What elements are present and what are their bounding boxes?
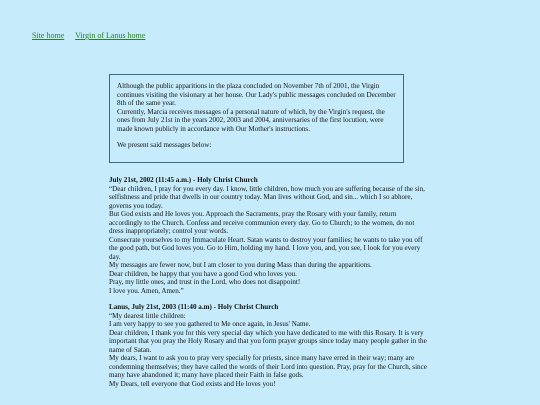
intro-paragraph: Although the public apparitions in the plaza concluded on November 7th of 2001, the Virgin continues visiting the visionary at her house. Our Lady's public messages concluded on December 8th of the same year.	[117, 82, 396, 107]
message-line: My Dears, tell everyone that God exists and He loves you!	[109, 379, 276, 388]
intro-box	[109, 74, 404, 163]
message-line: “My dearest little children:	[109, 311, 186, 320]
virgin-of-lanus-home-link[interactable]: Virgin of Lanus home	[75, 31, 146, 40]
top-nav	[32, 31, 154, 41]
messages-section	[109, 176, 429, 396]
message-line: My messages are fewer now, but I am closer to you during Mass than during the apparitions.	[109, 261, 372, 269]
intro-paragraph: Currently, Marcia receives messages of a personal nature of which, by the Virgin's request, the ones from July 21st in the years 2002, 2003 and 2004, anniversaries of the first locution, were made known publicly in accordance with Our Mother's instructions.	[117, 107, 385, 133]
message-line: My dears, I want to ask you to pray very specially for priests, since many have erred in their way; many are condemning themselves; they have called the words of their Lord into question. Pray, pray for the Church, since many have abandoned it; many have placed their Faith in false gods.	[109, 354, 427, 379]
message-line: Consecrate yourselves to my Immaculate Heart. Satan wants to destroy your families; he wants to take you off the good path, but God loves you. Go to Him, holding my hand. I love you, and, you see, I look for you every day.	[109, 235, 423, 261]
message-line: Pray, my little ones, and trust in the Lord, who does not disappoint!	[109, 278, 301, 286]
message-2002	[109, 176, 429, 295]
message-2003	[109, 303, 429, 388]
message-line: I love you. Amen, Amen.”	[109, 286, 184, 295]
intro-paragraph: We present said messages below:	[117, 141, 212, 149]
message-line: I am very happy to see you gathered to Me once again, in Jesus' Name.	[109, 320, 311, 328]
message-title: July 21st, 2002 (11:45 a.m.) - Holy Christ Church	[109, 176, 258, 184]
message-line: Dear children, I thank you for this very special day which you have dedicated to me with this Rosary. It is very important that you pray the Holy Rosary and that you form prayer groups since today many people gather in the name of Satan.	[109, 328, 427, 354]
message-title: Lanus, July 21st, 2003 (11:40 a.m) - Holy Christ Church	[109, 303, 279, 311]
message-line: But God exists and He loves you. Approach the Sacraments, pray the Rosary with your family, return accordingly to the Church. Confess and receive communion every day. Go to Church; to the women, do not dress inappropriately; control your words.	[109, 210, 415, 235]
site-home-link[interactable]: Site home	[32, 31, 65, 40]
message-line: Dear children, be happy that you have a good God who loves you.	[109, 269, 297, 278]
message-line: “Dear children, I pray for you every day. I know, little children, how much you are suffering because of the sin, selfishness and pride that dwells in our country today. Man lives without God, and sin... which I so abhore, governs you today.	[109, 184, 425, 210]
spacer	[117, 133, 396, 141]
